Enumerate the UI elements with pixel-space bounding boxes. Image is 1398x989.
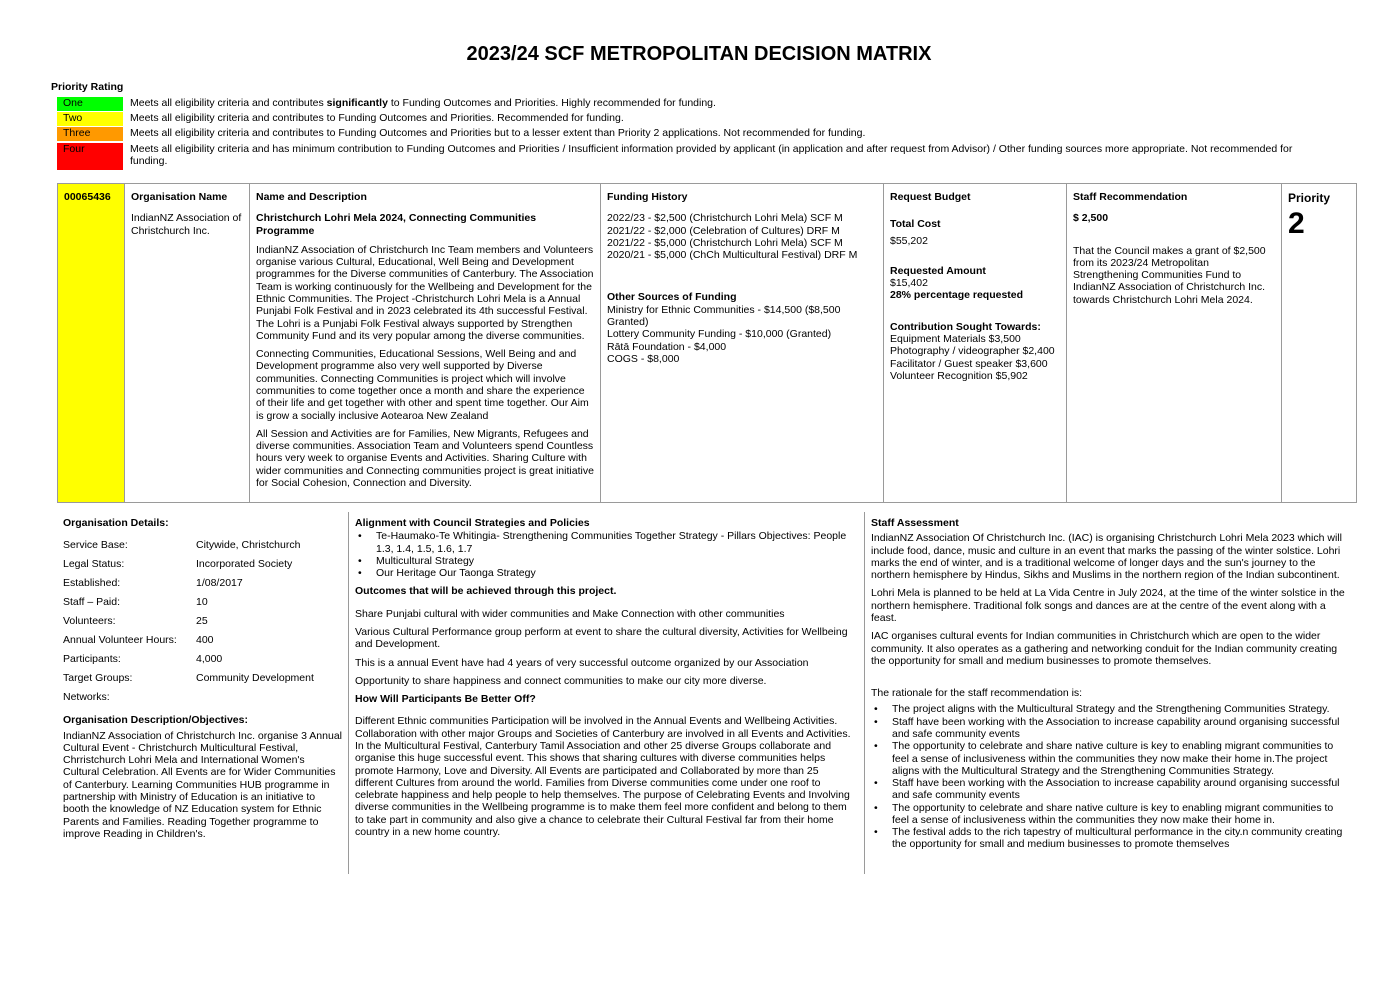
funding-history-item: 2021/22 - $2,000 (Celebration of Cultures) DRF M xyxy=(607,224,840,237)
detail-row: Legal Status: Incorporated Society xyxy=(63,558,293,571)
contribution-heading: Contribution Sought Towards: xyxy=(890,320,1041,333)
priority-rating-row-three xyxy=(57,127,1317,141)
staff-assessment-paragraph: Lohri Mela is planned to be held at La Vida Centre in July 2024, at the time of the winter solstice in the northern hemisphere. Traditional folk songs and dances are at the centre of the event along with a feast. xyxy=(871,587,1345,624)
other-source-item: Rātā Foundation - $4,000 xyxy=(607,340,727,353)
percentage-requested: 28% percentage requested xyxy=(890,289,1024,302)
staff-assessment-paragraph: IAC organises cultural events for Indian communities in Christchurch which are open to the wider community. It also operates as a gathering and networking conduit for the Indian community creating the opportunity for small and medium businesses to promote themselves. xyxy=(871,630,1338,667)
priority-text-one: Meets all eligibility criteria and contributes significantly to Funding Outcomes and Priorities. Highly recommended for funding. xyxy=(130,97,716,109)
priority-text-two: Meets all eligibility criteria and contributes to Funding Outcomes and Priorities. Recommended for funding. xyxy=(130,112,624,124)
rationale-list xyxy=(871,703,1351,850)
priority-rating-row-four xyxy=(57,143,1317,170)
project-description-paragraph: IndianNZ Association of Christchurch Inc Team members and Volunteers organise various Cultural, Educational, Well Being and Development programmes for the Diverse communities of Canterbury. The Association Team is working continuously for the Wellbeing and Development for the Ethnic Communities. The Project -Christchurch Lohri Mela is a Annual Punjabi Folk Festival and in 2023 celebrated its 4th successful Festival. The Lohri is a Punjabi Folk Festival always supported by Strengthen Community Fund and its very popular among the diverse communities. xyxy=(256,243,594,342)
staff-assessment-heading: Staff Assessment xyxy=(871,517,959,529)
better-off-heading: How Will Participants Be Better Off? xyxy=(355,693,536,706)
priority-value: 2 xyxy=(1288,207,1305,241)
project-description-paragraph: All Session and Activities are for Families, New Migrants, Refugees and diverse communities. Association Team and Volunteers spend Countless hours very week to organise Events and Activities. Sharing Culture with wider communities and Connecting communities project is great initiative for Social Cohesion, Connection and Diversity. xyxy=(256,427,594,489)
detail-row: Volunteers: 25 xyxy=(63,615,208,628)
rationale-intro: The rationale for the staff recommendation is: xyxy=(871,687,1083,700)
other-source-item: Ministry for Ethnic Communities - $14,500 ($8,500 Granted) xyxy=(607,303,841,328)
other-source-item: COGS - $8,000 xyxy=(607,352,680,365)
priority-rating-heading: Priority Rating xyxy=(51,81,124,93)
detail-row: Annual Volunteer Hours: 400 xyxy=(63,634,214,647)
detail-row: Established: 1/08/2017 xyxy=(63,577,243,590)
detail-row: Networks: xyxy=(63,691,110,704)
priority-swatch-one: One xyxy=(57,97,123,111)
detail-row: Staff – Paid: 10 xyxy=(63,596,208,609)
outcome-item: Share Punjabi cultural with wider communities and Make Connection with other communities xyxy=(355,607,785,620)
rationale-item: • The project aligns with the Multicultural Strategy and the Strengthening Communities Strategy. xyxy=(871,703,1351,715)
funding-history-heading: Funding History xyxy=(607,191,688,203)
application-id: 00065436 xyxy=(64,191,111,203)
priority-rating-row-two xyxy=(57,112,1317,126)
name-description-heading: Name and Description xyxy=(256,191,367,203)
rationale-item: • The opportunity to celebrate and share native culture is key to enabling migrant communities to feel a sense of inclusiveness within the communities they now make their home in.The project aligns with the Multicultural Strategy and the Strengthening Communities Strategy. xyxy=(871,740,1351,777)
priority-swatch-four: Four xyxy=(57,143,123,170)
priority-heading: Priority xyxy=(1288,191,1331,205)
application-id-cell xyxy=(58,184,125,502)
contribution-item: Volunteer Recognition $5,902 xyxy=(890,369,1028,382)
detail-row: Service Base: Citywide, Christchurch xyxy=(63,539,301,552)
contribution-item: Equipment Materials $3,500 xyxy=(890,332,1021,345)
organisation-name-heading: Organisation Name xyxy=(131,191,228,203)
alignment-item: • Te-Haumako-Te Whitingia- Strengthening Communities Together Strategy - Pillars Objectives: People 1.3, 1.4, 1.5, 1.6, 1.7 xyxy=(355,530,858,555)
project-title: Christchurch Lohri Mela 2024, Connecting Communities Programme xyxy=(256,212,537,237)
project-description-paragraph: Connecting Communities, Educational Sessions, Well Being and and Development programme also very well supported by Diverse communities. Connecting Communities is project which will involve communities to come together once a month and share the experience of their life and get together with other and spent time together. Our Aim is grow a socially inclusive Aotearoa New Zealand xyxy=(256,348,589,422)
rationale-item: • Staff have been working with the Association to increase capability around organising successful and safe community events xyxy=(871,777,1351,802)
funding-history-item: 2021/22 - $5,000 (Christchurch Lohri Mela) SCF M xyxy=(607,236,843,249)
staff-recommendation-text: That the Council makes a grant of $2,500 from its 2023/24 Metropolitan Strengthening Communities Fund to IndianNZ Association of Christchurch Inc. towards Christchurch Lohri Mela 2024. xyxy=(1073,244,1266,306)
page-title: 2023/24 SCF METROPOLITAN DECISION MATRIX xyxy=(466,43,932,65)
other-sources-heading: Other Sources of Funding xyxy=(607,291,737,304)
staff-recommendation-heading: Staff Recommendation xyxy=(1073,191,1188,203)
alignment-panel xyxy=(349,512,864,874)
organisation-details-heading: Organisation Details: xyxy=(63,517,169,529)
rationale-item: • Staff have been working with the Association to increase capability around organising successful and safe community events xyxy=(871,716,1351,741)
better-off-text: Different Ethnic communities Participation will be involved in the Annual Events and Wellbeing Activities. Collaboration with other major Groups and Societies of Canterbury are involved in all Events and Activities. In the Multicultural Festival, Canterbury Tamil Association and other 25 diverse Groups collaborate and organise this huge successful event. This shows that sharing cultures with diverse communities helps promote Harmony, Love and Diversity. All Events are participated and Collaborated by more than 25 different Cultures from around the world. Families from Diverse communities come under one roof to celebrate happiness and help people to help themselves. The purpose of Celebrating Events and Involving diverse communities in the Wellbeing programme is to make them feel more confident and belong to them to take part in community and also give a chance to celebrate their Cultural Festival far from their home country in a new home country. xyxy=(355,715,851,838)
funding-history-cell xyxy=(601,184,884,502)
staff-recommendation-cell xyxy=(1067,184,1282,502)
outcome-item: Opportunity to share happiness and connect communities to make our city more diverse. xyxy=(355,674,767,687)
other-source-item: Lottery Community Funding - $10,000 (Granted) xyxy=(607,328,832,341)
organisation-description-heading: Organisation Description/Objectives: xyxy=(63,714,248,727)
outcomes-heading: Outcomes that will be achieved through this project. xyxy=(355,585,617,598)
requested-amount-label: Requested Amount xyxy=(890,264,986,277)
priority-swatch-two: Two xyxy=(57,112,123,126)
organisation-details-panel xyxy=(57,512,348,874)
rationale-item: • The opportunity to celebrate and share native culture is key to enabling migrant communities to feel a sense of inclusiveness within the communities they now make their home in. xyxy=(871,802,1351,827)
alignment-heading: Alignment with Council Strategies and Policies xyxy=(355,517,590,529)
application-table xyxy=(57,183,1357,503)
alignment-item: • Our Heritage Our Taonga Strategy xyxy=(355,567,858,579)
alignment-item: • Multicultural Strategy xyxy=(355,555,858,567)
organisation-description: IndianNZ Association of Christchurch Inc. organise 3 Annual Cultural Event - Christchurch Multicultural Festival, Chrristchurch Lohri Mela and International Women's Cultural Celebration. All Events are for Wider Communities of Canterbury. Learning Communities HUB programme in partnership with Ministry of Education is an initiative to booth the knowledge of NZ Education system for Ethnic Parents and Families. Reading Together programme to improve Reading in Children's. xyxy=(63,729,342,840)
priority-swatch-three: Three xyxy=(57,127,123,141)
funding-history-item: 2020/21 - $5,000 (ChCh Multicultural Festival) DRF M xyxy=(607,249,858,262)
outcome-item: This is a annual Event have had 4 years of very successful outcome organized by our Association xyxy=(355,656,809,669)
staff-assessment-panel xyxy=(865,512,1357,874)
organisation-name-cell xyxy=(125,184,250,502)
request-budget-cell xyxy=(884,184,1067,502)
priority-text-three: Meets all eligibility criteria and contributes to Funding Outcomes and Priorities but to a lesser extent than Priority 2 applications. Not recommended for funding. xyxy=(130,127,866,139)
total-cost-value: $55,202 xyxy=(890,234,928,247)
alignment-list xyxy=(355,530,858,579)
contribution-item: Facilitator / Guest speaker $3,600 xyxy=(890,357,1048,370)
priority-cell xyxy=(1282,184,1357,502)
total-cost-label: Total Cost xyxy=(890,218,941,231)
funding-history-item: 2022/23 - $2,500 (Christchurch Lohri Mela) SCF M xyxy=(607,212,843,225)
detail-row: Participants: 4,000 xyxy=(63,653,223,666)
rationale-item: • The festival adds to the rich tapestry of multicultural performance in the city.n community creating the opportunity for small and medium businesses to promote themselves xyxy=(871,826,1351,851)
name-description-cell xyxy=(250,184,601,502)
detail-row: Target Groups: Community Development xyxy=(63,672,314,685)
priority-text-four: Meets all eligibility criteria and has minimum contribution to Funding Outcomes and Priorities / Insufficient information provided by applicant (in application and after request from Advisor) / Other funding sources more appropriate. Not recommended for funding. xyxy=(130,143,1293,168)
contribution-item: Photography / videographer $2,400 xyxy=(890,345,1055,358)
outcome-item: Various Cultural Performance group perform at event to share the cultural diversity, Activities for Wellbeing and Development. xyxy=(355,625,848,651)
staff-recommendation-amount: $ 2,500 xyxy=(1073,212,1109,225)
requested-amount-value: $15,402 xyxy=(890,277,928,290)
request-budget-heading: Request Budget xyxy=(890,191,971,203)
staff-assessment-paragraph: IndianNZ Association Of Christchurch Inc. (IAC) is organising Christchurch Lohri Mela 2023 which will include food, dance, music and culture in an event that marks the passing of the winter solstice. Lohri marks the end of winter, and is a traditional welcome of longer days and the sun's journey to the northern hemisphere by Hindus, Sikhs and Muslims in the northern region of the Indian subcontinent. xyxy=(871,532,1342,582)
priority-rating-row-one xyxy=(57,97,1317,111)
organisation-name: IndianNZ Association of Christchurch Inc. xyxy=(131,212,242,237)
